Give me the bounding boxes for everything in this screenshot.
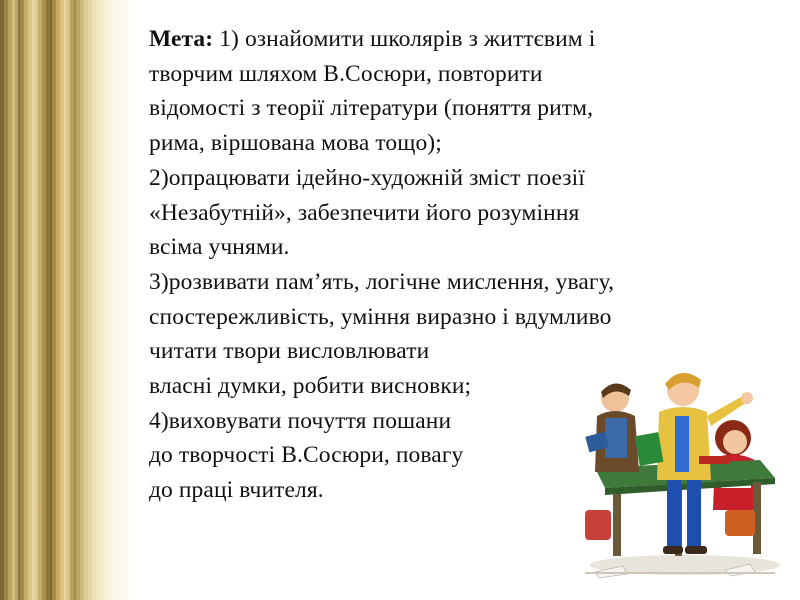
text-line-9: спостережливість, уміння виразно і вдумливо: [149, 303, 612, 330]
decorative-gold-sidebar: [0, 0, 135, 600]
text-line-7: всіма учнями.: [149, 234, 290, 261]
text-line-12: 4)виховувати почуття пошани: [149, 407, 452, 434]
text-line-5: 2)опрацювати ідейно-художній зміст поезії: [149, 164, 585, 191]
goal-label: Мета:: [149, 26, 214, 52]
text-line-2: творчим шляхом В.Сосюри, повторити: [149, 60, 543, 87]
text-line-4: рима, віршована мова тощо);: [149, 130, 442, 157]
text-line-6: «Незабутній», забезпечити його розуміння: [149, 199, 580, 226]
text-line-11: власні думки, робити висновки;: [149, 373, 472, 400]
text-line-13: до творчості В.Сосюри, повагу: [149, 442, 464, 469]
school-children-illustration: [575, 360, 785, 580]
text-line-10: читати твори висловлювати: [149, 338, 430, 365]
text-line-1: Мета: 1) ознайомити школярів з життєвим і: [149, 26, 596, 52]
text-line-14: до праці вчителя.: [149, 477, 324, 504]
text-line-3: відомості з теорії літератури (поняття ритм,: [149, 95, 594, 122]
text-line-8: 3)розвивати пам’ять, логічне мислення, увагу,: [149, 268, 615, 295]
